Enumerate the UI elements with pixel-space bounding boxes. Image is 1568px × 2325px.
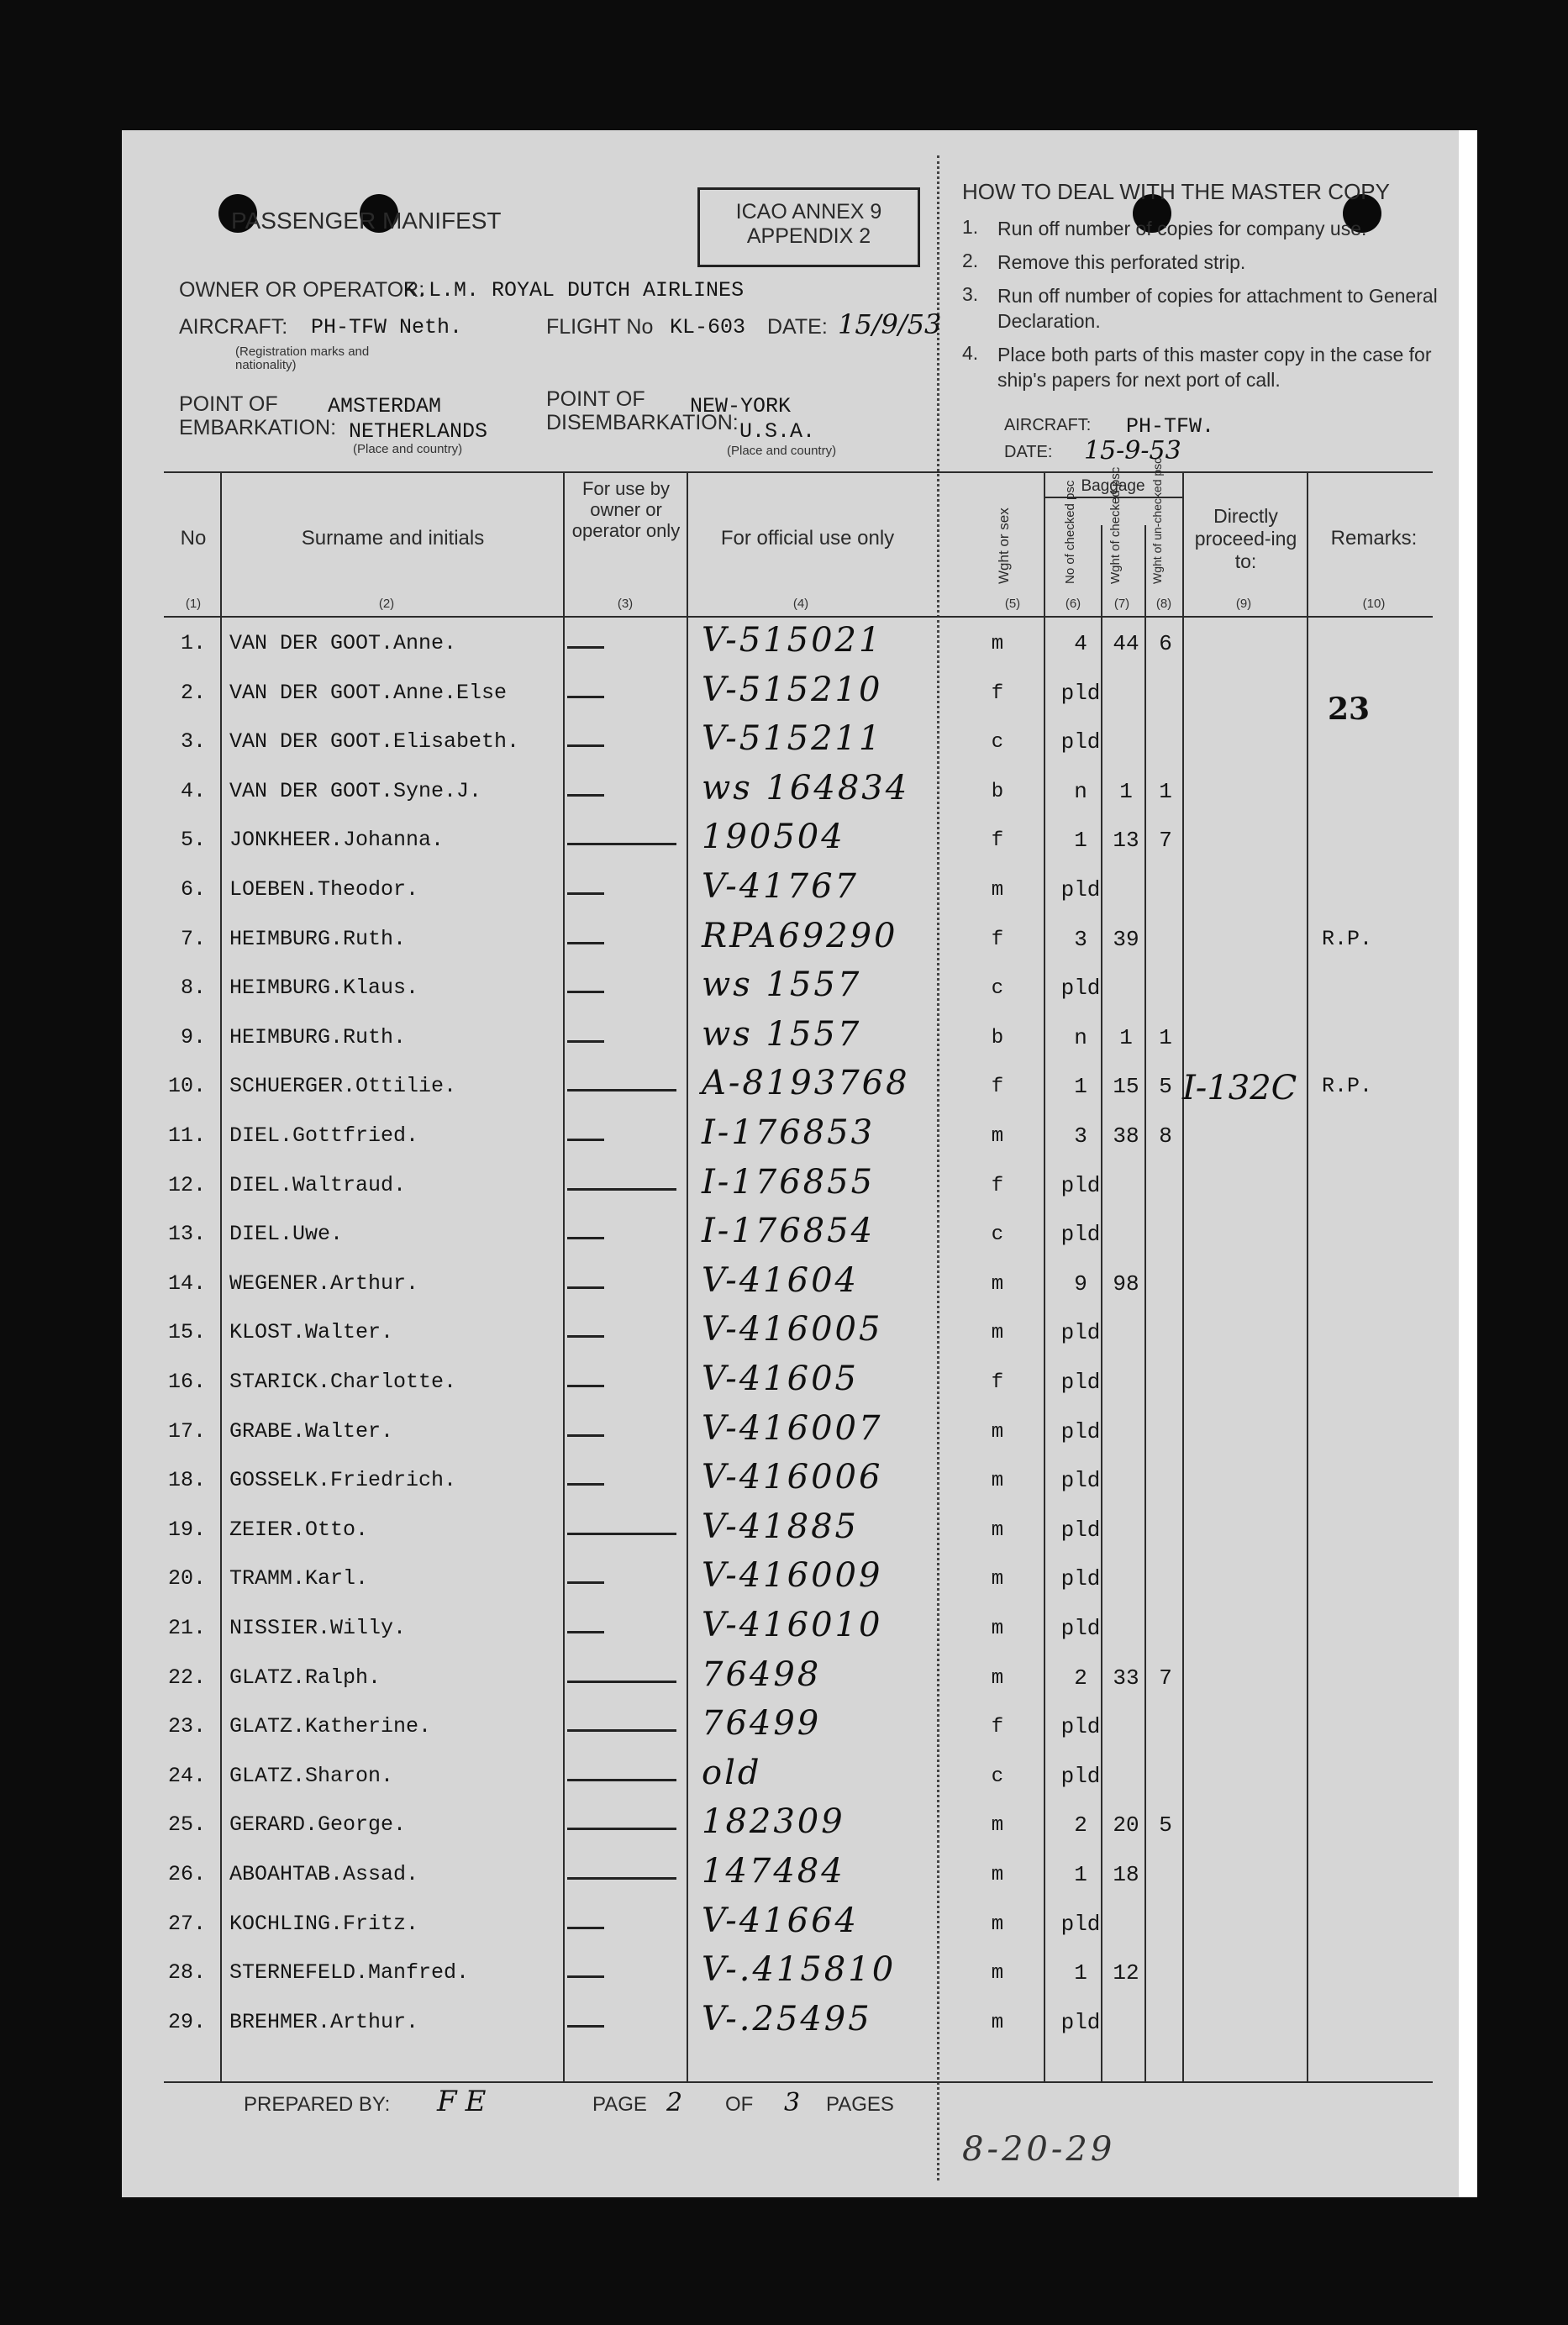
owner-tick-mark xyxy=(567,1779,676,1781)
passenger-name: HEIMBURG.Ruth. xyxy=(229,1024,407,1049)
col-number: (5) xyxy=(1004,597,1021,611)
owner-tick-mark xyxy=(567,794,604,797)
instruction-item xyxy=(962,342,1450,392)
table-bottom-line xyxy=(164,2081,1433,2083)
prepared-value: FE xyxy=(437,2085,495,2118)
checked-pieces: pld xyxy=(1060,1517,1101,1543)
col-header-weight-checked: Wght of checked psc xyxy=(1108,466,1123,584)
checked-pieces: pld xyxy=(1060,1320,1101,1346)
weight-checked: 44 xyxy=(1113,631,1139,656)
weight-unchecked: 1 xyxy=(1159,1024,1172,1050)
page-value: 2 xyxy=(666,2088,683,2117)
col-header-owner-use: For use by owner or operator only xyxy=(571,478,681,541)
official-number: I-176853 xyxy=(702,1113,876,1152)
of-label: OF xyxy=(725,2093,754,2116)
official-number: 76499 xyxy=(702,1704,822,1744)
passenger-name: WEGENER.Arthur. xyxy=(229,1270,419,1296)
weight-or-sex: m xyxy=(991,1470,1004,1493)
weight-checked: 20 xyxy=(1113,1812,1139,1838)
strip-aircraft-label: AIRCRAFT: xyxy=(1004,416,1092,434)
owner-tick-mark xyxy=(567,2025,604,2028)
passenger-name: DIEL.Uwe. xyxy=(229,1222,344,1247)
official-number: V-41605 xyxy=(702,1360,859,1398)
passenger-name: VAN DER GOOT.Anne.Else xyxy=(229,680,508,705)
icao-line1: ICAO ANNEX 9 xyxy=(735,200,882,224)
row-number: 16. xyxy=(167,1370,206,1394)
passenger-name: GLATZ.Sharon. xyxy=(229,1763,394,1788)
weight-checked: 98 xyxy=(1113,1270,1139,1297)
weight-checked: 13 xyxy=(1113,828,1139,854)
instruction-item xyxy=(962,283,1450,334)
owner-label: OWNER OR OPERATOR: xyxy=(179,278,425,302)
embark-city: AMSTERDAM xyxy=(328,394,442,418)
icao-box xyxy=(697,187,920,267)
passenger-name: TRAMM.Karl. xyxy=(229,1566,369,1591)
passenger-name: SCHUERGER.Ottilie. xyxy=(229,1074,457,1099)
col-number: (2) xyxy=(378,597,395,611)
row-number: 2. xyxy=(180,680,206,705)
owner-tick-mark xyxy=(567,646,604,649)
official-number: V-515210 xyxy=(702,670,883,709)
row-number: 24. xyxy=(167,1763,206,1788)
pages-label: PAGES xyxy=(826,2093,894,2116)
col-number: (7) xyxy=(1113,597,1130,611)
row-number: 10. xyxy=(167,1074,206,1099)
archive-stamp: 8-20-29 xyxy=(962,2130,1116,2169)
official-number: V-41664 xyxy=(702,1901,859,1940)
passenger-name: ZEIER.Otto. xyxy=(229,1517,369,1542)
row-number: 3. xyxy=(180,729,206,755)
row-number: 28. xyxy=(167,1960,206,1986)
weight-checked: 18 xyxy=(1113,1862,1139,1887)
official-number: 76498 xyxy=(702,1654,822,1694)
row-number: 17. xyxy=(167,1418,206,1444)
weight-or-sex: m xyxy=(991,1864,1004,1886)
table-row xyxy=(122,1999,1477,2059)
passenger-name: GRABE.Walter. xyxy=(229,1418,394,1444)
checked-pieces: 4 xyxy=(1074,631,1087,656)
instructions-title: HOW TO DEAL WITH THE MASTER COPY xyxy=(962,179,1390,204)
disembark-country: U.S.A. xyxy=(739,419,816,444)
row-number: 8. xyxy=(180,976,206,1001)
col-number: (3) xyxy=(617,597,634,611)
owner-tick-mark xyxy=(567,1237,604,1239)
weight-or-sex: f xyxy=(991,1174,1004,1197)
checked-pieces: pld xyxy=(1060,729,1101,755)
weight-or-sex: b xyxy=(991,780,1004,803)
strip-date-value: 15-9-53 xyxy=(1084,436,1181,466)
table-header-bottom-line xyxy=(164,616,1433,618)
official-number: I-176854 xyxy=(702,1212,876,1251)
checked-pieces: pld xyxy=(1060,1911,1101,1937)
col-header-official-use: For official use only xyxy=(720,527,895,550)
owner-tick-mark xyxy=(567,1828,676,1830)
form-title: PASSENGER MANIFEST xyxy=(231,208,502,234)
instruction-num: 4. xyxy=(962,342,979,364)
owner-tick-mark xyxy=(567,1434,604,1437)
weight-or-sex: m xyxy=(991,2011,1004,2034)
row-number: 11. xyxy=(167,1123,206,1148)
checked-pieces: 3 xyxy=(1074,1123,1087,1149)
col-number: (10) xyxy=(1362,597,1386,611)
checked-pieces: pld xyxy=(1060,1370,1101,1395)
passenger-name: DIEL.Waltraud. xyxy=(229,1172,407,1197)
instructions-list xyxy=(962,216,1450,392)
weight-or-sex: f xyxy=(991,1716,1004,1739)
owner-tick-mark xyxy=(567,1139,604,1141)
col-number: (8) xyxy=(1155,597,1172,611)
col-number: (1) xyxy=(185,597,202,611)
official-number: V-.415810 xyxy=(702,1950,897,1990)
weight-or-sex: c xyxy=(991,1223,1004,1247)
passenger-name: KOCHLING.Fritz. xyxy=(229,1911,419,1936)
checked-pieces: pld xyxy=(1060,1222,1101,1248)
weight-checked: 39 xyxy=(1113,926,1139,952)
passenger-name: GERARD.George. xyxy=(229,1812,407,1838)
col-header-remarks: Remarks: xyxy=(1330,527,1418,550)
weight-or-sex: m xyxy=(991,1322,1004,1345)
remarks: R.P. xyxy=(1322,926,1373,951)
aircraft-label: AIRCRAFT: xyxy=(179,315,288,339)
row-number: 26. xyxy=(167,1862,206,1886)
weight-or-sex: f xyxy=(991,681,1004,705)
checked-pieces: pld xyxy=(1060,1468,1101,1494)
of-value: 3 xyxy=(784,2088,801,2117)
official-number: 147484 xyxy=(702,1852,845,1891)
checked-pieces: pld xyxy=(1060,1418,1101,1444)
row-number: 23. xyxy=(167,1714,206,1739)
strip-aircraft-value: PH-TFW. xyxy=(1126,414,1215,439)
passenger-name: VAN DER GOOT.Syne.J. xyxy=(229,778,482,803)
embark-label-1: POINT OF xyxy=(179,392,278,416)
weight-or-sex: c xyxy=(991,731,1004,755)
row-number: 18. xyxy=(167,1468,206,1493)
passenger-name: STARICK.Charlotte. xyxy=(229,1370,457,1394)
official-number: I-176855 xyxy=(702,1162,876,1202)
passenger-name: VAN DER GOOT.Anne. xyxy=(229,631,457,655)
weight-or-sex: m xyxy=(991,1568,1004,1591)
official-number: V-416007 xyxy=(702,1408,883,1448)
official-number: V-416005 xyxy=(702,1310,883,1349)
weight-or-sex: m xyxy=(991,1125,1004,1148)
weight-or-sex: m xyxy=(991,1814,1004,1838)
owner-tick-mark xyxy=(567,1631,604,1633)
aircraft-value: PH-TFW Neth. xyxy=(311,315,463,339)
checked-pieces: pld xyxy=(1060,1714,1101,1740)
col-header-no: No xyxy=(180,527,207,550)
instruction-item xyxy=(962,216,1450,241)
disembark-city: NEW-YORK xyxy=(690,394,792,418)
date-value: 15/9/53 xyxy=(838,308,942,340)
directly-proceeding: I-132C xyxy=(1182,1069,1297,1108)
row-number: 5. xyxy=(180,828,206,853)
row-number: 7. xyxy=(180,926,206,951)
weight-or-sex: m xyxy=(991,1618,1004,1640)
checked-pieces: pld xyxy=(1060,976,1101,1002)
row-number: 22. xyxy=(167,1665,206,1690)
col-header-directly: Directly proceed-ing to: xyxy=(1194,505,1297,572)
row-number: 13. xyxy=(167,1222,206,1247)
weight-or-sex: m xyxy=(991,1962,1004,1986)
weight-or-sex: m xyxy=(991,1420,1004,1444)
owner-tick-mark xyxy=(567,843,676,845)
passenger-name: HEIMBURG.Ruth. xyxy=(229,926,407,951)
col-header-weight-sex: Wght or sex xyxy=(996,508,1012,584)
disembark-label-2: DISEMBARKATION: xyxy=(546,411,739,434)
row-number: 9. xyxy=(180,1024,206,1049)
owner-tick-mark xyxy=(567,892,604,895)
row-number: 19. xyxy=(167,1517,206,1542)
checked-pieces: 1 xyxy=(1074,828,1087,854)
instruction-text: Remove this perforated strip. xyxy=(997,251,1246,273)
official-number: V-41767 xyxy=(702,867,859,906)
owner-tick-mark xyxy=(567,1286,604,1289)
weight-checked: 38 xyxy=(1113,1123,1139,1149)
weight-or-sex: m xyxy=(991,1518,1004,1542)
col-header-surname: Surname and initials xyxy=(301,527,485,550)
col-number: (6) xyxy=(1065,597,1081,611)
instruction-num: 2. xyxy=(962,250,979,271)
owner-tick-mark xyxy=(567,1533,676,1535)
row-number: 6. xyxy=(180,877,206,902)
weight-or-sex: b xyxy=(991,1026,1004,1049)
checked-pieces: pld xyxy=(1060,680,1101,706)
table-top-line xyxy=(164,471,1433,473)
official-number: V-416006 xyxy=(702,1458,883,1497)
weight-checked: 1 xyxy=(1119,778,1133,804)
flight-label: FLIGHT No xyxy=(546,315,654,339)
weight-or-sex: f xyxy=(991,1076,1004,1099)
icao-line2: APPENDIX 2 xyxy=(746,224,871,248)
col-header-baggage: Baggage xyxy=(1081,477,1145,495)
checked-pieces: pld xyxy=(1060,1763,1101,1789)
checked-pieces: 2 xyxy=(1074,1665,1087,1691)
official-number: V-515021 xyxy=(702,621,883,660)
checked-pieces: pld xyxy=(1060,1566,1101,1592)
checked-pieces: 1 xyxy=(1074,1074,1087,1100)
embark-country: NETHERLANDS xyxy=(349,419,488,444)
date-label: DATE: xyxy=(767,315,828,339)
weight-or-sex: m xyxy=(991,1272,1004,1296)
col-header-weight-unchecked: Wght of un-checked psc xyxy=(1150,457,1164,584)
checked-pieces: 3 xyxy=(1074,926,1087,952)
passenger-name: DIEL.Gottfried. xyxy=(229,1123,419,1148)
official-number: V-515211 xyxy=(702,719,883,759)
checked-pieces: pld xyxy=(1060,1172,1101,1198)
official-number: V-.25495 xyxy=(702,1999,872,2038)
row-number: 20. xyxy=(167,1566,206,1591)
instruction-num: 1. xyxy=(962,216,979,238)
owner-tick-mark xyxy=(567,1927,604,1929)
weight-checked: 33 xyxy=(1113,1665,1139,1691)
weight-or-sex: m xyxy=(991,879,1004,902)
checked-pieces: 1 xyxy=(1074,1960,1087,1986)
weight-unchecked: 5 xyxy=(1159,1812,1172,1838)
passenger-name: BREHMER.Arthur. xyxy=(229,2009,419,2034)
official-number: V-416009 xyxy=(702,1556,883,1596)
owner-tick-mark xyxy=(567,1581,604,1584)
owner-tick-mark xyxy=(567,696,604,698)
row-number: 1. xyxy=(180,631,206,655)
passenger-name: HEIMBURG.Klaus. xyxy=(229,976,419,1001)
remarks: R.P. xyxy=(1322,1074,1373,1099)
row-number: 25. xyxy=(167,1812,206,1838)
col-number: (9) xyxy=(1235,597,1252,611)
official-number: V-41604 xyxy=(702,1260,859,1300)
instruction-text: Run off number of copies for company use. xyxy=(997,218,1367,239)
weight-or-sex: m xyxy=(991,1912,1004,1936)
weight-unchecked: 7 xyxy=(1159,1665,1172,1691)
weight-or-sex: c xyxy=(991,1765,1004,1788)
passenger-name: KLOST.Walter. xyxy=(229,1320,394,1345)
official-number: V-416010 xyxy=(702,1606,883,1644)
disembark-note: (Place and country) xyxy=(727,444,837,458)
manifest-sheet xyxy=(122,130,1477,2197)
passenger-name: JONKHEER.Johanna. xyxy=(229,828,445,853)
passenger-name: STERNEFELD.Manfred. xyxy=(229,1960,470,1986)
instruction-text: Run off number of copies for attachment to General Declaration. xyxy=(997,285,1438,332)
weight-unchecked: 7 xyxy=(1159,828,1172,854)
row-number: 29. xyxy=(167,2009,206,2034)
strip-date-label: DATE: xyxy=(1004,443,1053,461)
page-count-mark: 23 xyxy=(1328,692,1371,727)
weight-or-sex: f xyxy=(991,928,1004,951)
checked-pieces: 9 xyxy=(1074,1270,1087,1297)
row-number: 21. xyxy=(167,1616,206,1640)
official-number: V-41885 xyxy=(702,1507,859,1546)
disembark-label-1: POINT OF xyxy=(546,387,645,411)
owner-tick-mark xyxy=(567,1681,676,1683)
official-number: old xyxy=(702,1753,762,1792)
instruction-text: Place both parts of this master copy in the case for ship's papers for next port of call. xyxy=(997,344,1432,391)
checked-pieces: pld xyxy=(1060,2009,1101,2035)
weight-checked: 12 xyxy=(1113,1960,1139,1986)
row-number: 12. xyxy=(167,1172,206,1197)
official-number: A-8193768 xyxy=(702,1064,910,1103)
owner-tick-mark xyxy=(567,1975,604,1978)
owner-tick-mark xyxy=(567,991,604,993)
weight-or-sex: f xyxy=(991,1371,1004,1394)
passenger-name: GLATZ.Katherine. xyxy=(229,1714,432,1739)
official-number: 190504 xyxy=(702,818,845,857)
passenger-name: NISSIER.Willy. xyxy=(229,1616,407,1640)
passenger-name: GLATZ.Ralph. xyxy=(229,1665,381,1690)
col-number: (4) xyxy=(792,597,809,611)
checked-pieces: n xyxy=(1074,778,1087,804)
passenger-name: GOSSELK.Friedrich. xyxy=(229,1468,457,1493)
weight-or-sex: f xyxy=(991,829,1004,853)
weight-unchecked: 5 xyxy=(1159,1074,1172,1100)
owner-tick-mark xyxy=(567,744,604,747)
owner-tick-mark xyxy=(567,1188,676,1191)
prepared-label: PREPARED BY: xyxy=(244,2093,391,2116)
weight-unchecked: 6 xyxy=(1159,631,1172,656)
checked-pieces: 2 xyxy=(1074,1812,1087,1838)
checked-pieces: pld xyxy=(1060,1616,1101,1641)
owner-value: K.L.M. ROYAL DUTCH AIRLINES xyxy=(403,278,745,302)
embark-note: (Place and country) xyxy=(353,442,463,456)
weight-or-sex: m xyxy=(991,1666,1004,1690)
weight-unchecked: 1 xyxy=(1159,778,1172,804)
checked-pieces: n xyxy=(1074,1024,1087,1050)
owner-tick-mark xyxy=(567,1483,604,1486)
checked-pieces: pld xyxy=(1060,877,1101,902)
weight-unchecked: 8 xyxy=(1159,1123,1172,1149)
passenger-name: ABOAHTAB.Assad. xyxy=(229,1862,419,1886)
table-row xyxy=(122,1704,1477,1763)
official-number: RPA69290 xyxy=(702,916,898,955)
passenger-name: LOEBEN.Theodor. xyxy=(229,877,419,902)
official-number: ws 1557 xyxy=(702,1014,862,1054)
owner-tick-mark xyxy=(567,1877,676,1880)
page-label: PAGE xyxy=(592,2093,647,2116)
official-number: 182309 xyxy=(702,1802,845,1842)
col-header-checked-pcs: No of checked psc xyxy=(1063,480,1077,584)
owner-tick-mark xyxy=(567,1335,604,1338)
owner-tick-mark xyxy=(567,1089,676,1091)
embark-label-2: EMBARKATION: xyxy=(179,416,337,439)
owner-tick-mark xyxy=(567,1729,676,1732)
weight-or-sex: m xyxy=(991,633,1004,655)
row-number: 4. xyxy=(180,778,206,803)
weight-checked: 15 xyxy=(1113,1074,1139,1100)
row-number: 14. xyxy=(167,1270,206,1296)
weight-or-sex: c xyxy=(991,977,1004,1001)
aircraft-note: (Registration marks and nationality) xyxy=(235,345,370,372)
owner-tick-mark xyxy=(567,942,604,944)
flight-value: KL-603 xyxy=(670,315,746,339)
row-number: 15. xyxy=(167,1320,206,1345)
official-number: ws 164834 xyxy=(702,768,910,807)
passenger-name: VAN DER GOOT.Elisabeth. xyxy=(229,729,520,755)
checked-pieces: 1 xyxy=(1074,1862,1087,1887)
owner-tick-mark xyxy=(567,1040,604,1043)
weight-checked: 1 xyxy=(1119,1024,1133,1050)
owner-tick-mark xyxy=(567,1385,604,1387)
row-number: 27. xyxy=(167,1911,206,1936)
instruction-item xyxy=(962,250,1450,275)
instruction-num: 3. xyxy=(962,283,979,305)
official-number: ws 1557 xyxy=(702,965,862,1005)
